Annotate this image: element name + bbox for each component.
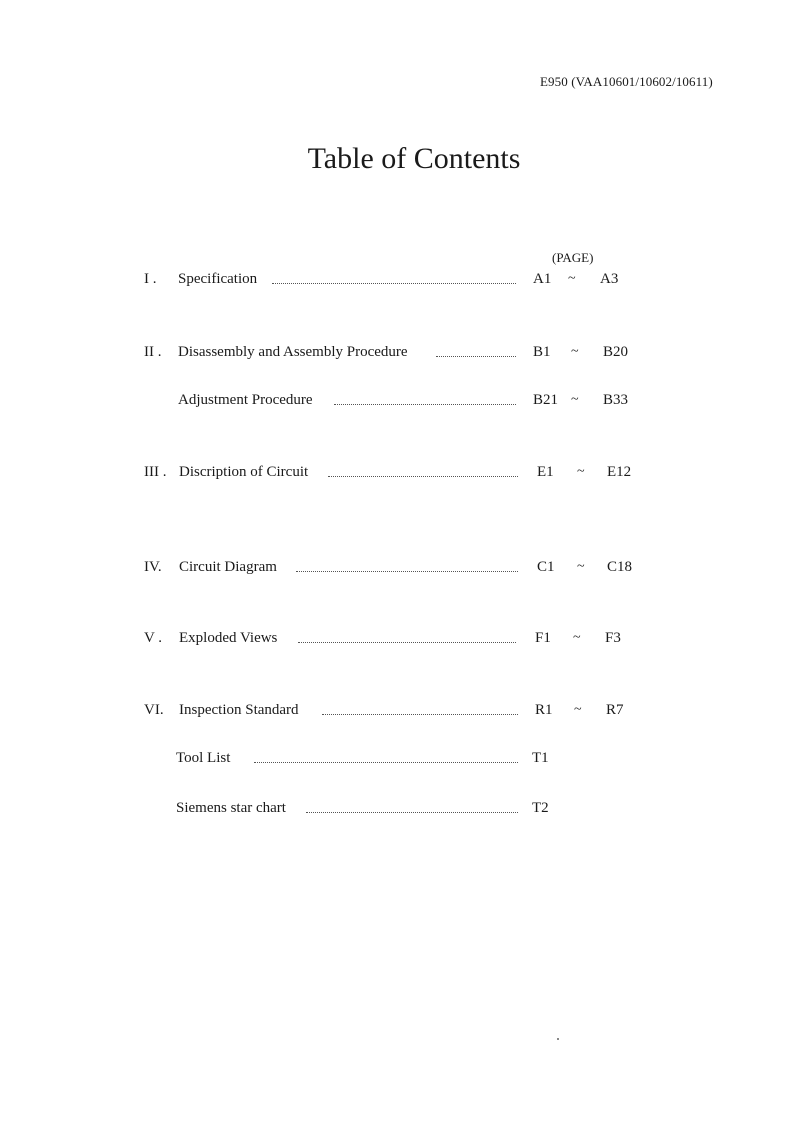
toc-leader-dots xyxy=(272,282,516,284)
scan-speck xyxy=(557,1038,559,1040)
toc-page-end: A3 xyxy=(600,271,619,287)
toc-entry-title: Discription of Circuit xyxy=(179,461,318,483)
toc-leader-dots xyxy=(436,355,516,357)
toc-page-end: B20 xyxy=(603,344,629,360)
toc-page-start: T2 xyxy=(532,800,549,816)
toc-leader-dots xyxy=(328,475,518,477)
toc-leader-dots xyxy=(254,761,518,763)
toc-section-number: VI. xyxy=(144,702,164,718)
toc-entry-title: Siemens star chart xyxy=(176,797,296,819)
toc-entry-circuit-diagram xyxy=(0,556,790,578)
toc-leader-dots xyxy=(334,403,516,405)
toc-section-number: V . xyxy=(144,630,163,646)
toc-entry-specification xyxy=(0,268,790,290)
toc-section-number: IV. xyxy=(144,559,162,575)
toc-entry-tool-list xyxy=(0,747,790,769)
toc-page-start: E1 xyxy=(537,464,554,480)
toc-section-number: III . xyxy=(144,464,167,480)
toc-section-number: II . xyxy=(144,344,162,360)
toc-page-end: B33 xyxy=(603,392,629,408)
toc-range-separator: ~ xyxy=(571,392,579,407)
toc-page-start: T1 xyxy=(532,750,549,766)
page-column-label: (PAGE) xyxy=(552,250,594,265)
toc-page-end: E12 xyxy=(607,464,632,480)
toc-range-separator: ~ xyxy=(568,271,576,286)
toc-section-number: I . xyxy=(144,271,157,287)
toc-leader-dots xyxy=(296,570,518,572)
toc-entry-siemens-star-chart xyxy=(0,797,790,819)
page-title: Table of Contents xyxy=(307,142,521,175)
toc-entry-title: Circuit Diagram xyxy=(179,556,287,578)
toc-entry-title: Tool List xyxy=(176,747,240,769)
toc-entry-title: Adjustment Procedure xyxy=(178,389,323,411)
toc-entry-title: Disassembly and Assembly Procedure xyxy=(178,341,418,363)
toc-entry-inspection-standard xyxy=(0,699,790,721)
toc-entry-title: Inspection Standard xyxy=(179,699,309,721)
toc-page-end: R7 xyxy=(606,702,624,718)
toc-page-start: B1 xyxy=(533,344,551,360)
toc-range-separator: ~ xyxy=(577,464,585,479)
toc-page-start: A1 xyxy=(533,271,552,287)
toc-page-start: F1 xyxy=(535,630,551,646)
toc-leader-dots xyxy=(306,811,518,813)
toc-entry-title: Specification xyxy=(178,268,267,290)
toc-entry-circuit-description xyxy=(0,461,790,483)
toc-entry-title: Exploded Views xyxy=(179,627,287,649)
toc-entry-disassembly xyxy=(0,341,790,363)
toc-range-separator: ~ xyxy=(574,702,582,717)
toc-range-separator: ~ xyxy=(571,344,579,359)
toc-page-start: C1 xyxy=(537,559,555,575)
toc-leader-dots xyxy=(322,713,518,715)
document-code: E950 (VAA10601/10602/10611) xyxy=(540,74,713,89)
toc-entry-exploded-views xyxy=(0,627,790,649)
toc-range-separator: ~ xyxy=(577,559,585,574)
toc-entry-adjustment xyxy=(0,389,790,411)
toc-page-start: B21 xyxy=(533,392,559,408)
toc-page-end: F3 xyxy=(605,630,621,646)
toc-page-end: C18 xyxy=(607,559,633,575)
toc-page-start: R1 xyxy=(535,702,553,718)
toc-range-separator: ~ xyxy=(573,630,581,645)
toc-leader-dots xyxy=(298,641,516,643)
